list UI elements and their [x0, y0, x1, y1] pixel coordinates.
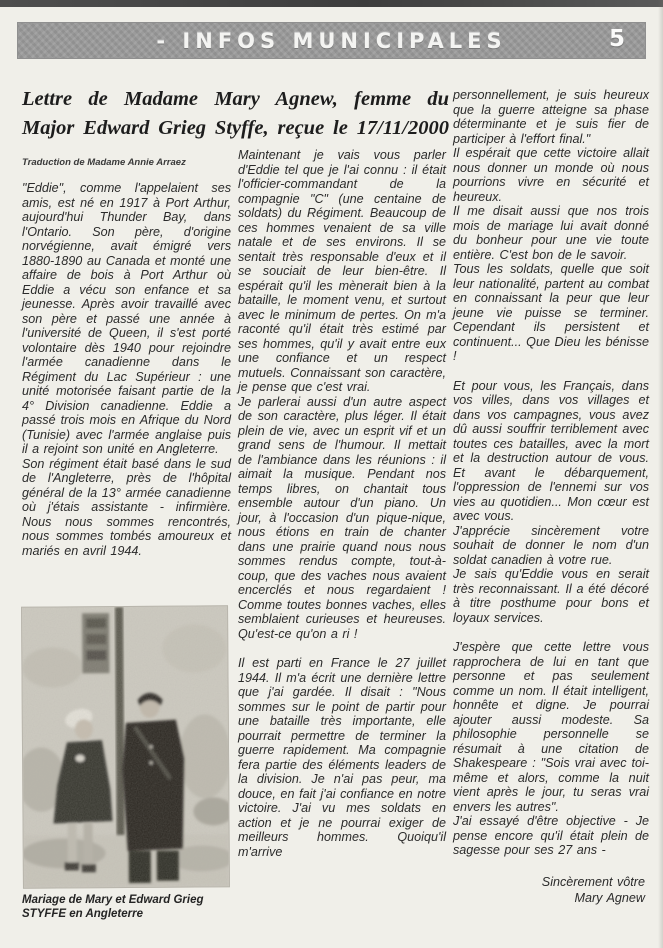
- translation-byline: Traduction de Madame Annie Arraez: [22, 157, 186, 168]
- paragraph: Maintenant je vais vous parler d'Eddie tel que je l'ai connu : il était l'officier-commandant de la compagnie "C" (une centaine de soldats) du Régiment. Beaucoup de ces hommes venaient de sa ville natale et de ses environs. Il se sentait très responsable d'eux et il se souciait de leur bien-être. Il espérait qu'il les mènerait bien à la bataille, le moment venu, et surtout avec le minimum de pertes. On m'a raconté qu'il était très estimé par ses hommes, qu'il y avait entre eux une confiance et un respect mutuels. Connaissant son caractère, je pense que c'est vrai.: [238, 148, 446, 394]
- paragraph: personnellement, je suis heureux que la guerre atteigne sa phase déterminante et je suis fier de participer à l'effort final.": [453, 88, 649, 146]
- scan-edge-strip: [0, 0, 663, 7]
- paragraph: J'ai essayé d'être objective - Je pense encore qu'il était plein de sagesse pour ses 27 ans -: [453, 814, 649, 857]
- paragraph: "Eddie", comme l'appelaient ses amis, est né en 1917 à Port Arthur, aujourd'hui Thunder Bay, dans l'Ontario. Son père, d'origine norvégienne, avait émigré vers 1880-1890 au Canada et monté une affaire de bois à Port Arthur où Eddie a vécu son enfance et sa jeunesse. Après avoir travaillé avec son père et passé une année à l'université de Queen, il s'est porté volontaire dès 1940 pour rejoindre l'armée canadienne dans le Régiment du Lac Supérieur : une unité motorisée faisant partie de la 4° Division canadienne. Eddie a passé trois mois en Afrique du Nord (Tunisie) avec l'armée anglaise puis il a rejoint son unité en Angleterre.: [22, 181, 231, 456]
- wedding-photo-figure: [22, 606, 231, 921]
- text-column-2: [238, 148, 446, 859]
- wedding-photo-illustration: [22, 606, 229, 887]
- scan-edge-shadow: [658, 0, 663, 948]
- page-number: 5: [608, 26, 625, 52]
- paragraph: Il me disait aussi que nos trois mois de mariage lui avait donné du bonheur pour une vie toute entière. C'est bon de le savoir.: [453, 204, 649, 262]
- text-column-3: [453, 88, 649, 906]
- text-column-1: [22, 181, 231, 558]
- paragraph: Il espérait que cette victoire allait nous donner un monde où nous pourrions vivre en sécurité et heureux.: [453, 146, 649, 204]
- letter-signature: [453, 874, 649, 906]
- paragraph: Il est parti en France le 27 juillet 1944. Il m'a écrit une dernière lettre que j'ai gardée. Il disait : "Nous sommes sur le point de partir pour une bataille très importante, elle pourrait permettre de terminer la guerre rapidement. Ma compagnie fera partie des éléments leaders de la division. Je n'ai pas peur, ma douce, en fait j'ai confiance en notre victoire. J'ai vu mes soldats en action et je ne pourrai exiger de meilleurs hommes. Quoiqu'il m'arrive: [238, 656, 446, 859]
- section-header-bar: [17, 22, 646, 59]
- signature-valediction: Sincèrement vôtre: [541, 874, 645, 889]
- paragraph: Je sais qu'Eddie vous en serait très reconnaissant. Il a été décoré à titre posthume pour bons et loyaux services.: [453, 567, 649, 625]
- photo-caption: Mariage de Mary et Edward Grieg STYFFE en Angleterre: [22, 894, 204, 920]
- paragraph: Et pour vous, les Français, dans vos villes, dans vos villages et dans vos campagnes, vous avez dû aussi souffrir terriblement avec toutes ces batailles, avec la mort et la destruction autour de vous. Et avant le débarquement, l'oppression de l'ennemi sur vos vies au quotidien... Mon cœur est avec vous.: [453, 378, 649, 523]
- wedding-photo: [21, 605, 230, 888]
- paragraph: J'espère que cette lettre vous rapprochera de lui en tant que personne et pas seulement comme un nom. Il était intelligent, honnête et digne. Je pourrai ajouter aussi modeste. Sa philosophie personnelle se résumait à une citation de Shakespeare : "Sois vrai avec toi-même et alors, comme la nuit vient après le jour, tu seras vrai envers les autres".: [453, 640, 649, 814]
- paragraph: Je parlerai aussi d'un autre aspect de son caractère, plus léger. Il était plein de vie, avec un esprit vif et un grand sens de l'humour. Il mettait de l'ambiance dans les réunions : il aimait la musique. Pendant nos temps libres, on chantait tous ensemble autour d'un piano. Un jour, à l'occasion d'un pique-nique, nous étions en train de chanter dans une prairie quand nous nous sommes rendus compte, tout-à-coup, que des vaches nous avaient encerclés et nous regardaient ! Comme toutes bonnes vaches, elles semblaient curieuses et heureuses. Qu'est-ce qu'on a ri !: [238, 394, 446, 641]
- signature-name: Mary Agnew: [574, 890, 645, 905]
- paragraph: J'apprécie sincèrement votre souhait de donner le nom d'un soldat canadien à votre rue.: [453, 523, 649, 567]
- paragraph: Tous les soldats, quelle que soit leur nationalité, partent au combat en connaissant la peur que leur jeune vie puisse se terminer. Cependant ils persistent et continuent... Que Dieu les bénisse !: [453, 262, 649, 363]
- article-title-line-2: Major Edward Grieg Styffe, reçue le 17/11/2000: [22, 117, 449, 139]
- article-title: [22, 85, 449, 143]
- paragraph: Son régiment était basé dans le sud de l'Angleterre, près de l'hôpital général de la 13° armée canadienne où j'étais assistante - infirmière. Nous nous sommes rencontrés, nous sommes tombés amoureux et mariés en avril 1944.: [22, 456, 231, 558]
- section-title: - INFOS MUNICIPALES: [156, 28, 507, 53]
- article-title-line-1: Lettre de Madame Mary Agnew, femme du: [22, 88, 449, 110]
